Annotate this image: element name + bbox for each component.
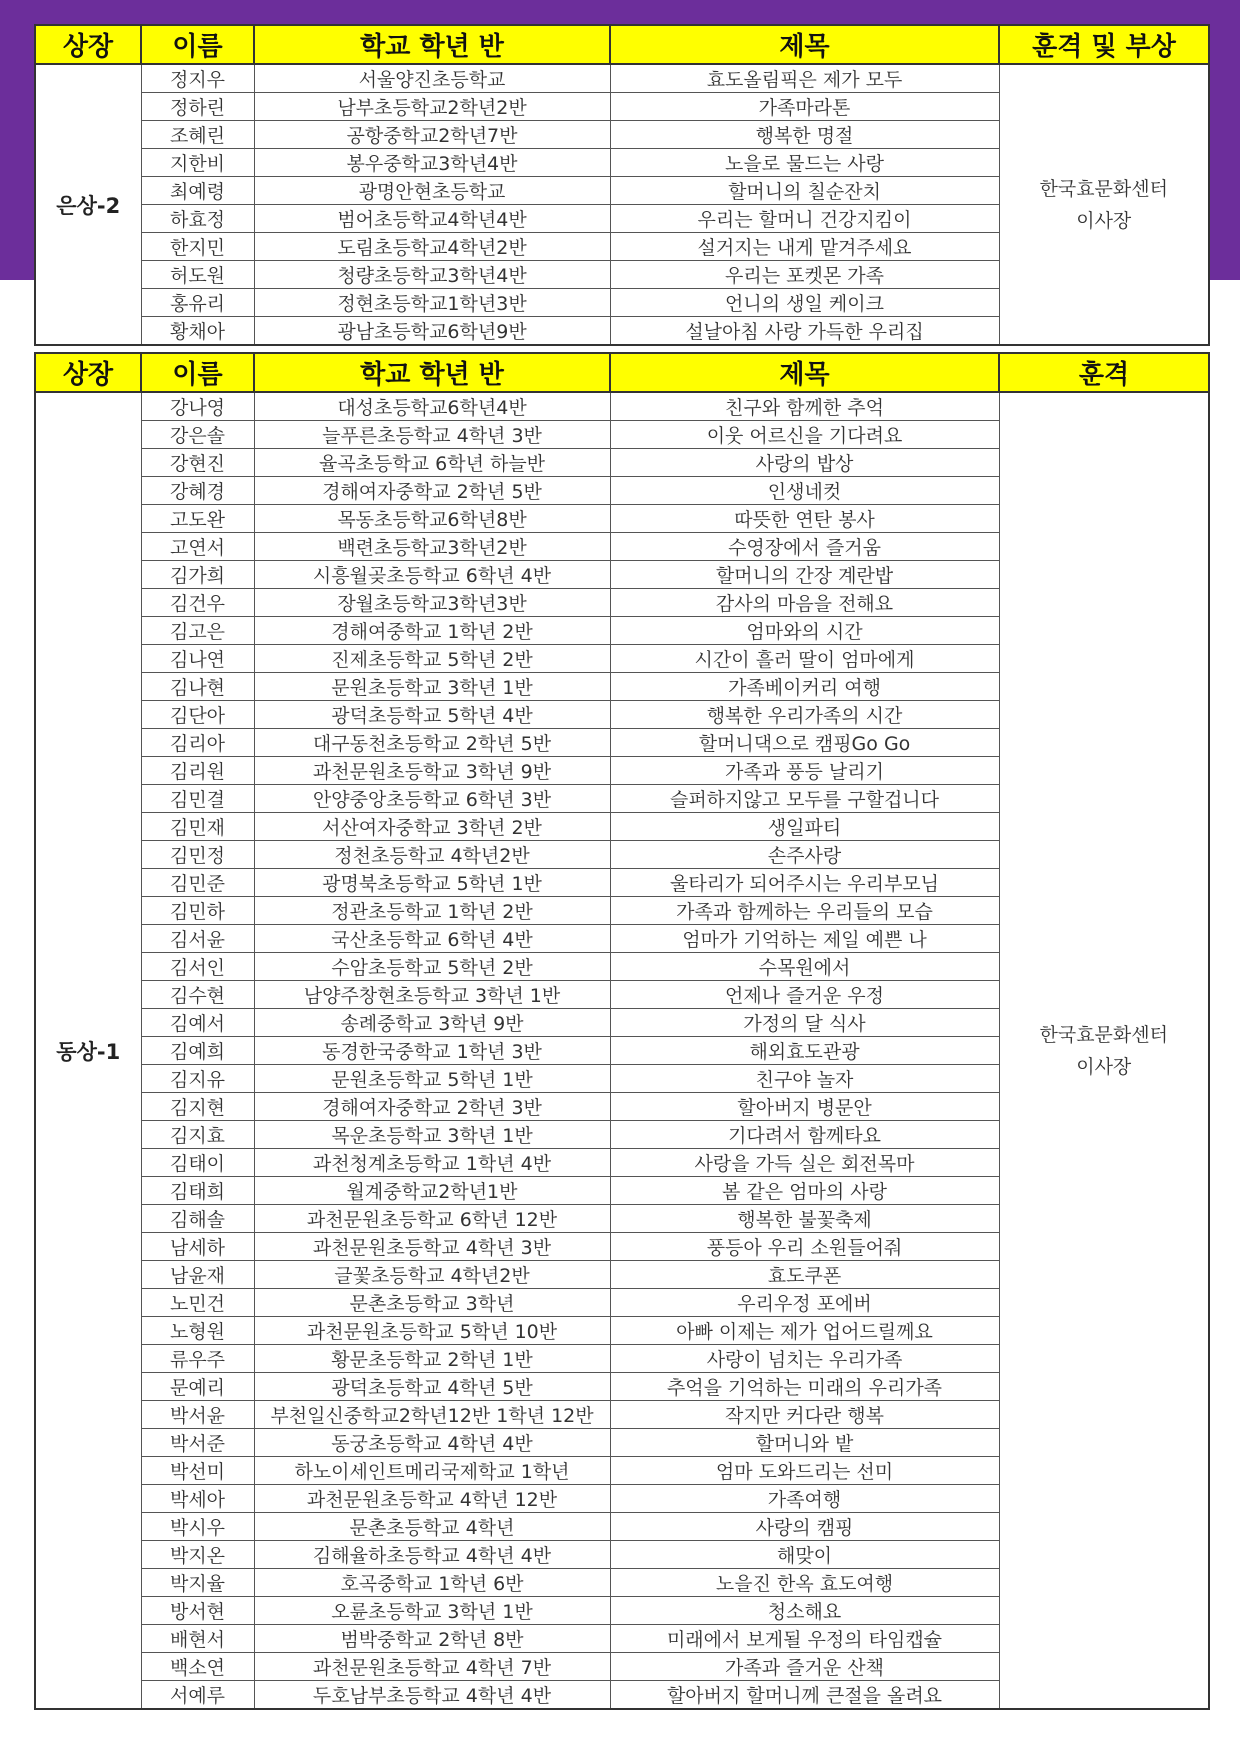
- work-title-cell: 사랑이 넘치는 우리가족: [610, 1345, 999, 1373]
- work-title-cell: 우리우정 포에버: [610, 1289, 999, 1317]
- name-cell: 김지유: [141, 1065, 254, 1093]
- work-title-cell: 시간이 흘러 딸이 엄마에게: [610, 645, 999, 673]
- work-title-cell: 가족과 함께하는 우리들의 모습: [610, 897, 999, 925]
- work-title-cell: 인생네컷: [610, 477, 999, 505]
- work-title-cell: 우리는 할머니 건강지킴이: [610, 205, 999, 233]
- name-cell: 김리원: [141, 757, 254, 785]
- work-title-cell: 언니의 생일 케이크: [610, 289, 999, 317]
- name-cell: 정지우: [141, 64, 254, 93]
- name-cell: 김민하: [141, 897, 254, 925]
- work-title-cell: 할아버지 할머니께 큰절을 올려요: [610, 1681, 999, 1710]
- name-cell: 남윤재: [141, 1261, 254, 1289]
- header-award: 상장: [35, 25, 141, 64]
- name-cell: 박시우: [141, 1513, 254, 1541]
- name-cell: 김민정: [141, 841, 254, 869]
- school-cell: 장월초등학교3학년3반: [254, 589, 610, 617]
- school-cell: 진제초등학교 5학년 2반: [254, 645, 610, 673]
- name-cell: 방서현: [141, 1597, 254, 1625]
- name-cell: 김서윤: [141, 925, 254, 953]
- header-title: 제목: [610, 25, 999, 64]
- school-cell: 광남초등학교6학년9반: [254, 317, 610, 346]
- school-cell: 과천문원초등학교 4학년 3반: [254, 1233, 610, 1261]
- work-title-cell: 손주사랑: [610, 841, 999, 869]
- header-name: 이름: [141, 25, 254, 64]
- table-header-row: [35, 353, 1209, 392]
- work-title-cell: 봄 같은 엄마의 사랑: [610, 1177, 999, 1205]
- work-title-cell: 작지만 커다란 행복: [610, 1401, 999, 1429]
- school-cell: 시흥월곶초등학교 6학년 4반: [254, 561, 610, 589]
- name-cell: 박지온: [141, 1541, 254, 1569]
- name-cell: 류우주: [141, 1345, 254, 1373]
- name-cell: 김가희: [141, 561, 254, 589]
- school-cell: 서울양진초등학교: [254, 64, 610, 93]
- name-cell: 김수현: [141, 981, 254, 1009]
- school-cell: 김해율하초등학교 4학년 4반: [254, 1541, 610, 1569]
- name-cell: 김지효: [141, 1121, 254, 1149]
- honor-line: 한국효문화센터: [1039, 1023, 1168, 1046]
- school-cell: 범박중학교 2학년 8반: [254, 1625, 610, 1653]
- header-honor: 훈격 및 부상: [999, 25, 1209, 64]
- name-cell: 김고은: [141, 617, 254, 645]
- school-cell: 하노이세인트메리국제학교 1학년: [254, 1457, 610, 1485]
- header-award: 상장: [35, 353, 141, 392]
- work-title-cell: 사랑의 밥상: [610, 449, 999, 477]
- school-cell: 국산초등학교 6학년 4반: [254, 925, 610, 953]
- school-cell: 정현초등학교1학년3반: [254, 289, 610, 317]
- school-cell: 과천청계초등학교 1학년 4반: [254, 1149, 610, 1177]
- name-cell: 정하린: [141, 93, 254, 121]
- school-cell: 대구동천초등학교 2학년 5반: [254, 729, 610, 757]
- name-cell: 김리아: [141, 729, 254, 757]
- school-cell: 문촌초등학교 4학년: [254, 1513, 610, 1541]
- school-cell: 경해여자중학교 2학년 5반: [254, 477, 610, 505]
- school-cell: 월계중학교2학년1반: [254, 1177, 610, 1205]
- work-title-cell: 친구야 놀자: [610, 1065, 999, 1093]
- school-cell: 공항중학교2학년7반: [254, 121, 610, 149]
- school-cell: 동경한국중학교 1학년 3반: [254, 1037, 610, 1065]
- school-cell: 과천문원초등학교 4학년 12반: [254, 1485, 610, 1513]
- school-cell: 과천문원초등학교 4학년 7반: [254, 1653, 610, 1681]
- school-cell: 봉우중학교3학년4반: [254, 149, 610, 177]
- name-cell: 남세하: [141, 1233, 254, 1261]
- school-cell: 수암초등학교 5학년 2반: [254, 953, 610, 981]
- name-cell: 김예희: [141, 1037, 254, 1065]
- school-cell: 광명북초등학교 5학년 1반: [254, 869, 610, 897]
- work-title-cell: 친구와 함께한 추억: [610, 392, 999, 421]
- name-cell: 김서인: [141, 953, 254, 981]
- name-cell: 강나영: [141, 392, 254, 421]
- name-cell: 김건우: [141, 589, 254, 617]
- school-cell: 서산여자중학교 3학년 2반: [254, 813, 610, 841]
- work-title-cell: 울타리가 되어주시는 우리부모님: [610, 869, 999, 897]
- school-cell: 경해여중학교 1학년 2반: [254, 617, 610, 645]
- work-title-cell: 해외효도관광: [610, 1037, 999, 1065]
- name-cell: 한지민: [141, 233, 254, 261]
- name-cell: 박세아: [141, 1485, 254, 1513]
- name-cell: 조혜린: [141, 121, 254, 149]
- name-cell: 김해솔: [141, 1205, 254, 1233]
- award-table-silver: [34, 24, 1208, 346]
- school-cell: 광덕초등학교 5학년 4반: [254, 701, 610, 729]
- name-cell: 지한비: [141, 149, 254, 177]
- honor-line: 한국효문화센터: [1039, 177, 1168, 200]
- name-cell: 노민건: [141, 1289, 254, 1317]
- name-cell: 황채아: [141, 317, 254, 346]
- work-title-cell: 미래에서 보게될 우정의 타임캡슐: [610, 1625, 999, 1653]
- work-title-cell: 이웃 어르신을 기다려요: [610, 421, 999, 449]
- name-cell: 최예령: [141, 177, 254, 205]
- work-title-cell: 효도쿠폰: [610, 1261, 999, 1289]
- school-cell: 과천문원초등학교 3학년 9반: [254, 757, 610, 785]
- header-name: 이름: [141, 353, 254, 392]
- work-title-cell: 노을로 물드는 사랑: [610, 149, 999, 177]
- name-cell: 박서준: [141, 1429, 254, 1457]
- school-cell: 남부초등학교2학년2반: [254, 93, 610, 121]
- name-cell: 김나연: [141, 645, 254, 673]
- school-cell: 청량초등학교3학년4반: [254, 261, 610, 289]
- work-title-cell: 사랑을 가득 실은 회전목마: [610, 1149, 999, 1177]
- name-cell: 김민재: [141, 813, 254, 841]
- school-cell: 율곡초등학교 6학년 하늘반: [254, 449, 610, 477]
- work-title-cell: 기다려서 함께타요: [610, 1121, 999, 1149]
- name-cell: 김예서: [141, 1009, 254, 1037]
- work-title-cell: 추억을 기억하는 미래의 우리가족: [610, 1373, 999, 1401]
- school-cell: 목운초등학교 3학년 1반: [254, 1121, 610, 1149]
- award-grade-cell: 은상-2: [35, 64, 141, 345]
- work-title-cell: 행복한 명절: [610, 121, 999, 149]
- table-header-row: [35, 25, 1209, 64]
- school-cell: 두호남부초등학교 4학년 4반: [254, 1681, 610, 1710]
- work-title-cell: 가족여행: [610, 1485, 999, 1513]
- name-cell: 박선미: [141, 1457, 254, 1485]
- school-cell: 남양주창현초등학교 3학년 1반: [254, 981, 610, 1009]
- work-title-cell: 행복한 우리가족의 시간: [610, 701, 999, 729]
- name-cell: 강현진: [141, 449, 254, 477]
- work-title-cell: 효도올림픽은 제가 모두: [610, 64, 999, 93]
- work-title-cell: 할아버지 병문안: [610, 1093, 999, 1121]
- school-cell: 경해여자중학교 2학년 3반: [254, 1093, 610, 1121]
- school-cell: 정천초등학교 4학년2반: [254, 841, 610, 869]
- name-cell: 고연서: [141, 533, 254, 561]
- work-title-cell: 엄마와의 시간: [610, 617, 999, 645]
- school-cell: 과천문원초등학교 5학년 10반: [254, 1317, 610, 1345]
- work-title-cell: 할머니와 밭: [610, 1429, 999, 1457]
- school-cell: 송례중학교 3학년 9반: [254, 1009, 610, 1037]
- name-cell: 김태이: [141, 1149, 254, 1177]
- honor-line: 이사장: [1076, 209, 1132, 232]
- name-cell: 하효정: [141, 205, 254, 233]
- work-title-cell: 가정의 달 식사: [610, 1009, 999, 1037]
- school-cell: 문촌초등학교 3학년: [254, 1289, 610, 1317]
- school-cell: 늘푸른초등학교 4학년 3반: [254, 421, 610, 449]
- work-title-cell: 풍등아 우리 소원들어줘: [610, 1233, 999, 1261]
- school-cell: 목동초등학교6학년8반: [254, 505, 610, 533]
- work-title-cell: 노을진 한옥 효도여행: [610, 1569, 999, 1597]
- school-cell: 부천일신중학교2학년12반 1학년 12반: [254, 1401, 610, 1429]
- work-title-cell: 해맞이: [610, 1541, 999, 1569]
- name-cell: 문예리: [141, 1373, 254, 1401]
- work-title-cell: 수영장에서 즐거움: [610, 533, 999, 561]
- work-title-cell: 사랑의 캠핑: [610, 1513, 999, 1541]
- name-cell: 서예루: [141, 1681, 254, 1710]
- work-title-cell: 따뜻한 연탄 봉사: [610, 505, 999, 533]
- school-cell: 오륜초등학교 3학년 1반: [254, 1597, 610, 1625]
- work-title-cell: 가족베이커리 여행: [610, 673, 999, 701]
- school-cell: 호곡중학교 1학년 6반: [254, 1569, 610, 1597]
- school-cell: 범어초등학교4학년4반: [254, 205, 610, 233]
- work-title-cell: 엄마가 기억하는 제일 예쁜 나: [610, 925, 999, 953]
- name-cell: 김민결: [141, 785, 254, 813]
- school-cell: 글꽃초등학교 4학년2반: [254, 1261, 610, 1289]
- header-title: 제목: [610, 353, 999, 392]
- name-cell: 박서윤: [141, 1401, 254, 1429]
- school-cell: 광명안현초등학교: [254, 177, 610, 205]
- school-cell: 광덕초등학교 4학년 5반: [254, 1373, 610, 1401]
- work-title-cell: 설거지는 내게 맡겨주세요: [610, 233, 999, 261]
- school-cell: 문원초등학교 3학년 1반: [254, 673, 610, 701]
- name-cell: 홍유리: [141, 289, 254, 317]
- name-cell: 허도원: [141, 261, 254, 289]
- header-honor: 훈격: [999, 353, 1209, 392]
- name-cell: 김단아: [141, 701, 254, 729]
- work-title-cell: 가족과 즐거운 산책: [610, 1653, 999, 1681]
- school-cell: 백련초등학교3학년2반: [254, 533, 610, 561]
- name-cell: 강은솔: [141, 421, 254, 449]
- name-cell: 강혜경: [141, 477, 254, 505]
- work-title-cell: 언제나 즐거운 우정: [610, 981, 999, 1009]
- school-cell: 안양중앙초등학교 6학년 3반: [254, 785, 610, 813]
- honor-cell: [999, 64, 1209, 345]
- name-cell: 박지율: [141, 1569, 254, 1597]
- school-cell: 대성초등학교6학년4반: [254, 392, 610, 421]
- work-title-cell: 아빠 이제는 제가 업어드릴께요: [610, 1317, 999, 1345]
- name-cell: 고도완: [141, 505, 254, 533]
- name-cell: 노형원: [141, 1317, 254, 1345]
- work-title-cell: 가족마라톤: [610, 93, 999, 121]
- work-title-cell: 행복한 불꽃축제: [610, 1205, 999, 1233]
- work-title-cell: 청소해요: [610, 1597, 999, 1625]
- work-title-cell: 슬퍼하지않고 모두를 구할겁니다: [610, 785, 999, 813]
- name-cell: 김민준: [141, 869, 254, 897]
- honor-line: 이사장: [1076, 1055, 1132, 1078]
- table-row: [35, 64, 1209, 93]
- work-title-cell: 가족과 풍등 날리기: [610, 757, 999, 785]
- work-title-cell: 엄마 도와드리는 선미: [610, 1457, 999, 1485]
- work-title-cell: 할머니댁으로 캠핑Go Go: [610, 729, 999, 757]
- award-grade-cell: 동상-1: [35, 392, 141, 1709]
- school-cell: 정관초등학교 1학년 2반: [254, 897, 610, 925]
- school-cell: 도림초등학교4학년2반: [254, 233, 610, 261]
- work-title-cell: 생일파티: [610, 813, 999, 841]
- table-row: [35, 392, 1209, 421]
- school-cell: 황문초등학교 2학년 1반: [254, 1345, 610, 1373]
- work-title-cell: 감사의 마음을 전해요: [610, 589, 999, 617]
- name-cell: 백소연: [141, 1653, 254, 1681]
- work-title-cell: 설날아침 사랑 가득한 우리집: [610, 317, 999, 346]
- school-cell: 과천문원초등학교 6학년 12반: [254, 1205, 610, 1233]
- work-title-cell: 우리는 포켓몬 가족: [610, 261, 999, 289]
- work-title-cell: 할머니의 칠순잔치: [610, 177, 999, 205]
- school-cell: 동궁초등학교 4학년 4반: [254, 1429, 610, 1457]
- honor-cell: [999, 392, 1209, 1709]
- name-cell: 김나현: [141, 673, 254, 701]
- work-title-cell: 할머니의 간장 계란밥: [610, 561, 999, 589]
- name-cell: 배현서: [141, 1625, 254, 1653]
- name-cell: 김지현: [141, 1093, 254, 1121]
- school-cell: 문원초등학교 5학년 1반: [254, 1065, 610, 1093]
- award-table-bronze: [34, 352, 1208, 1710]
- header-school: 학교 학년 반: [254, 353, 610, 392]
- work-title-cell: 수목원에서: [610, 953, 999, 981]
- name-cell: 김태희: [141, 1177, 254, 1205]
- header-school: 학교 학년 반: [254, 25, 610, 64]
